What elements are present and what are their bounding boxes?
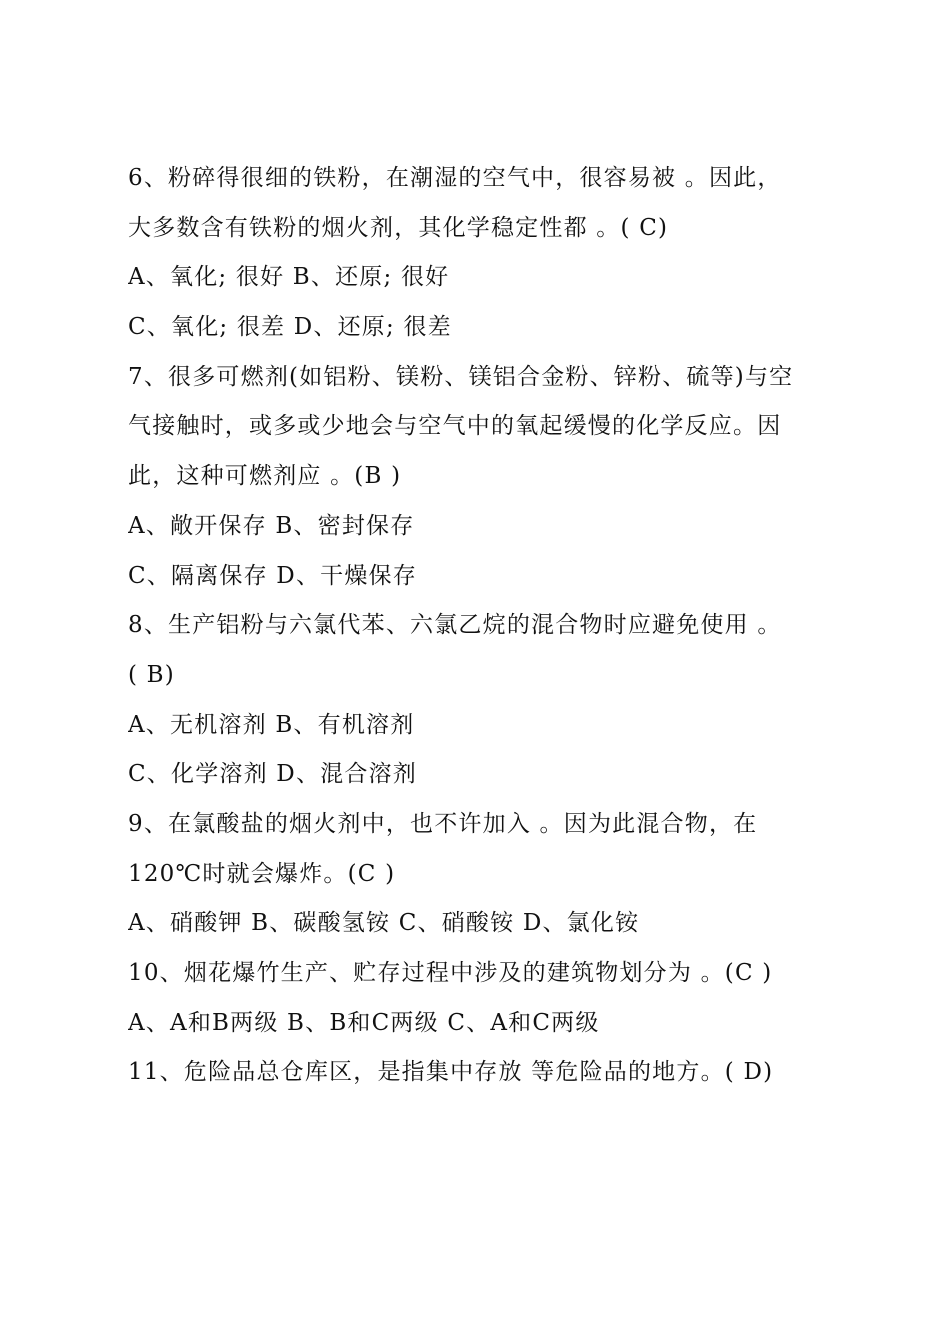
question-6-options-ab: A、氧化; 很好 B、还原; 很好 (128, 264, 450, 291)
question-8-line-1: 8、生产铝粉与六氯代苯、六氯乙烷的混合物时应避免使用 。 (128, 612, 782, 639)
question-8-answer: ( B) (128, 661, 175, 688)
question-8-options-cd: C、化学溶剂 D、混合溶剂 (128, 761, 417, 788)
question-9-line-1: 9、在氯酸盐的烟火剂中，也不许加入 。因为此混合物，在 (128, 810, 758, 837)
question-7-line-1: 7、很多可燃剂(如铝粉、镁粉、镁铝合金粉、锌粉、硫等)与空 (128, 363, 794, 390)
question-7-line-3: 此，这种可燃剂应 。(B ) (128, 463, 402, 490)
question-9-line-2: 120℃时就会爆炸。(C ) (128, 860, 396, 887)
question-6-line-1: 6、粉碎得很细的铁粉，在潮湿的空气中，很容易被 。因此， (128, 165, 782, 191)
question-10-line-1: 10、烟花爆竹生产、贮存过程中涉及的建筑物划分为 。(C ) (128, 960, 773, 986)
question-6-options-cd: C、氧化; 很差 D、还原; 很差 (128, 314, 452, 341)
question-11-line-1: 11、危险品总仓库区，是指集中存放 等危险品的地方。( D) (128, 1059, 774, 1086)
question-7-options-ab: A、敞开保存 B、密封保存 (128, 512, 415, 539)
question-10-options: A、A和B两级 B、B和C两级 C、A和C两级 (128, 1009, 600, 1036)
question-9-options: A、硝酸钾 B、碳酸氢铵 C、硝酸铵 D、氯化铵 (128, 910, 640, 937)
question-7-line-2: 气接触时，或多或少地会与空气中的氧起缓慢的化学反应。因 (128, 413, 782, 440)
document-body (128, 154, 838, 1098)
question-8-options-ab: A、无机溶剂 B、有机溶剂 (128, 711, 415, 738)
question-7-options-cd: C、隔离保存 D、干燥保存 (128, 562, 417, 589)
question-6-line-2: 大多数含有铁粉的烟火剂，其化学稳定性都 。( C) (128, 214, 669, 241)
